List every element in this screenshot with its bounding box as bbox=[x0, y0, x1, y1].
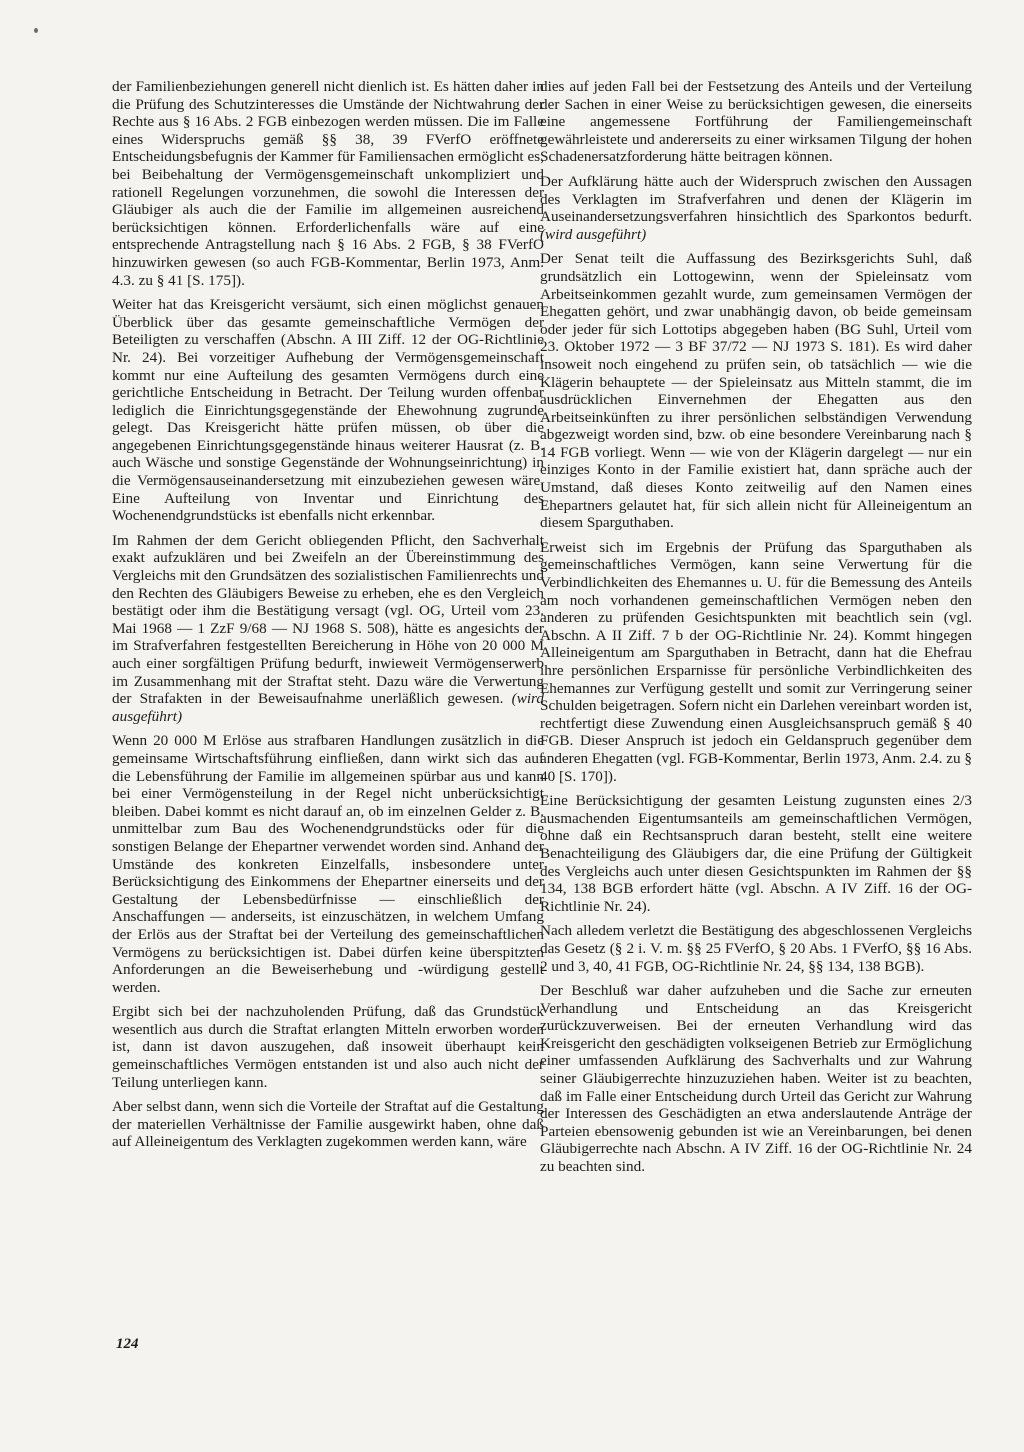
paragraph bbox=[540, 539, 972, 785]
paragraph bbox=[112, 78, 544, 289]
paragraph bbox=[112, 1003, 544, 1091]
paragraph-text: Der Senat teilt die Auffassung des Bezirksgerichts Suhl, daß grundsätzlich ein Lottogewinn, wenn der Spieleinsatz vom Arbeitseinkommen gezahlt wurde, zum gemeinsamen Vermögen der Ehegatten gehört, und zwar unabhängig davon, ob beide gemeinsam oder jeder für sich Lottotips abgegeben haben (BG Suhl, Urteil vom 23. Oktober 1972 — 3 BF 37/72 — NJ 1973 S. 181). Es wird daher insoweit noch eingehend zu prüfen sein, ob tatsächlich — wie die Klägerin behauptete — der Spieleinsatz aus Mitteln stammt, die im ausdrücklichen Einvernehmen der Ehegatten aus den Arbeitseinkünften zu ihrer persönlichen selbständigen Verwendung abgezweigt worden sind, bzw. ob eine besondere Vereinbarung nach § 14 FGB vorliegt. Wenn — wie von der Klägerin dargelegt — nur ein einziges Konto in der Familie existiert hat, dann spräche auch der Umstand, daß dieses Konto zeitweilig auf den Namen eines Ehepartners gelautet hat, für sich allein nicht für Alleineigentum an diesem Sparguthaben. bbox=[540, 250, 972, 532]
paragraph-text: Erweist sich im Ergebnis der Prüfung das Sparguthaben als gemeinschaftliches Vermögen, kann seine Verwertung für die Verbindlichkeiten des Ehemannes u. U. für die Bemessung des Anteils am noch vorhandenen gemeinschaftlichen Vermögen neben den anderen zu prüfenden Gesichtspunkten mit beachtlich sein (vgl. Abschn. A II Ziff. 7 b der OG-Richtlinie Nr. 24). Kommt hingegen Alleineigentum am Sparguthaben in Betracht, dann hat die Ehefrau ihre persönlichen Ersparnisse für persönliche Verbindlichkeiten des Ehemannes zur Verfügung gestellt und somit zur Verringerung seiner Schulden beigetragen. Sofern nicht ein Darlehen vereinbart worden ist, rechtfertigt diese Zuwendung einen Ausgleichsanspruch gemäß § 40 FGB. Dieser Anspruch ist jedoch ein Geldanspruch gegenüber dem anderen Ehegatten (vgl. FGB-Kommentar, Berlin 1973, Anm. 2.4. zu § 40 [S. 170]). bbox=[540, 538, 972, 785]
paragraph-text: der Familienbeziehungen generell nicht dienlich ist. Es hätten daher in die Prüfung des Schutzinteresses die Umstände der Nichtwahrung der Rechte aus § 16 Abs. 2 FGB einbezogen werden müssen. Die im Falle eines Widerspruchs gemäß §§ 38, 39 FVerfO eröffnete Entscheidungsbefugnis der Kammer für Familiensachen ermöglicht es, bei Beibehaltung der Vermögensgemeinschaft unkompliziert und rationell Regelungen vorzunehmen, die sowohl die Interessen der Gläubiger als auch die der Familie im allgemeinen ausreichend berücksichtigen können. Erforderlichenfalls wäre auf eine entsprechende Antragstellung nach § 16 Abs. 2 FGB, § 38 FVerfO hinzuwirken gewesen (so auch FGB-Kommentar, Berlin 1973, Anm. 4.3. zu § 41 [S. 175]). bbox=[112, 78, 544, 289]
paragraph bbox=[540, 250, 972, 532]
paragraph-text: Nach alledem verletzt die Bestätigung des abgeschlossenen Vergleichs das Gesetz (§ 2 i. V. m. §§ 25 FVerfO, § 20 Abs. 1 FVerfO, §§ 16 Abs. 2 und 3, 40, 41 FGB, OG-Richtlinie Nr. 24, §§ 134, 138 BGB). bbox=[540, 922, 972, 975]
paragraph bbox=[112, 732, 544, 996]
paragraph-text: Eine Berücksichtigung der gesamten Leistung zugunsten eines 2/3 ausmachenden Eigentumsanteils am gemeinschaftlichen Vermögen, ohne daß ein Rechtsanspruch daran besteht, stellt eine weitere Benachteiligung des Gläubigers dar, die eine Prüfung der Gültigkeit des Vergleichs auch unter diesen Gesichtspunkten im Rahmen der §§ 134, 138 BGB erfordert hätte (vgl. Abschn. A IV Ziff. 16 der OG-Richtlinie Nr. 24). bbox=[540, 792, 972, 915]
paragraph bbox=[540, 78, 972, 166]
paragraph bbox=[112, 532, 544, 726]
paragraph-text: Wenn 20 000 M Erlöse aus strafbaren Handlungen zusätzlich in die gemeinsame Wirtschaftsführung einfließen, dann wirkt sich das auf die Lebensführung der Familie im allgemeinen spürbar aus und kann bei einer Vermögensteilung in der Regel nicht unberücksichtigt bleiben. Dabei kommt es nicht darauf an, ob im einzelnen Gelder z. B. unmittelbar zum Bau des Wochenendgrundstücks oder für die sonstigen Belange der Ehepartner verwendet worden sind. Anhand der Umstände des konkreten Einzelfalls, insbesondere unter Berücksichtigung des Einkommens der Ehepartner einerseits und der Gestaltung der Lebensbedürfnisse — einschließlich der Anschaffungen — anderseits, ist einzuschätzen, in welchem Umfang der Erlös aus der Straftat bei der Verteilung des gemeinschaftlichen Vermögens zu berücksichtigen ist. Dabei dürfen keine überspitzten Anforderungen an die Beweiserhebung und -würdigung gestellt werden. bbox=[112, 732, 544, 996]
paragraph-text: Der Beschluß war daher aufzuheben und die Sache zur erneuten Verhandlung und Entscheidung an das Kreisgericht zurückzuverweisen. Bei der erneuten Verhandlung wird das Kreisgericht den geschädigten volkseigenen Betrieb zur Ermöglichung einer umfassenden Aufklärung des Sachverhalts und zur Wahrung seiner Gläubigerrechte hinzuzuziehen haben. Weiter ist zu beachten, daß im Falle einer Entscheidung durch Urteil das Gericht zur Wahrung der Interessen des Geschädigten an etwa anderslautende Anträge der Parteien ebensowenig gebunden ist wie an Vereinbarungen, bei denen Gläubigerrechte nach Abschn. A IV Ziff. 16 der OG-Richtlinie Nr. 24 zu beachten sind. bbox=[540, 982, 972, 1176]
paragraph-text: Ergibt sich bei der nachzuholenden Prüfung, daß das Grundstück wesentlich aus durch die Straftat erlangten Mitteln erworben worden ist, dann ist davon auszugehen, daß insoweit überhaupt kein gemeinschaftliches Vermögen entstanden ist und also auch nicht der Teilung unterliegen kann. bbox=[112, 1003, 544, 1091]
scan-speck bbox=[34, 28, 38, 33]
paragraph bbox=[540, 982, 972, 1176]
paragraph-text: dies auf jeden Fall bei der Festsetzung des Anteils und der Verteilung der Sachen in einer Weise zu berücksichtigen gewesen, die einerseits eine angemessene Fortführung der Familiengemeinschaft gewährleistete und andererseits zu einer wirksamen Tilgung der hohen Schadenersatzforderung hätte beitragen können. bbox=[540, 78, 972, 166]
paragraph bbox=[540, 792, 972, 915]
right-column bbox=[540, 78, 972, 1183]
paragraph bbox=[112, 296, 544, 525]
paragraph-text: Aber selbst dann, wenn sich die Vorteile der Straftat auf die Gestaltung der materiellen Verhältnisse der Familie ausgewirkt haben, ohne daß auf Alleineigentum des Verklagten zugekommen werden kann, wäre bbox=[112, 1098, 544, 1151]
left-column bbox=[112, 78, 544, 1158]
paragraph bbox=[112, 1098, 544, 1151]
paragraph-text: Im Rahmen der dem Gericht obliegenden Pflicht, den Sachverhalt exakt aufzuklären und bei Zweifeln an der Übereinstimmung des Vergleichs mit den Grundsätzen des sozialistischen Familienrechts und den Rechten des Gläubigers Beweise zu erheben, ehe es den Vergleich bestätigt oder ihm die Bestätigung versagt (vgl. OG, Urteil vom 23. Mai 1968 — 1 ZzF 9/68 — NJ 1968 S. 508), hätte es angesichts der im Strafverfahren festgestellten Bereicherung in Höhe von 20 000 M auch einer sorgfältigen Prüfung bedurft, inwieweit Vermögenserwerb im Zusammenhang mit der Straftat steht. Dazu wäre die Verwertung der Strafakten in der Beweisaufnahme unerläßlich gewesen. bbox=[112, 531, 544, 708]
page-number: 124 bbox=[116, 1336, 139, 1352]
paragraph-italic-note: (wird ausgeführt) bbox=[112, 690, 544, 725]
paragraph bbox=[540, 922, 972, 975]
paragraph-italic-note: (wird ausgeführt) bbox=[540, 225, 647, 243]
paragraph bbox=[540, 173, 972, 243]
paragraph-text: Weiter hat das Kreisgericht versäumt, sich einen möglichst genauen Überblick über das gesamte gemeinschaftliche Vermögen der Beteiligten zu verschaffen (Abschn. A III Ziff. 12 der OG-Richtlinie Nr. 24). Bei vorzeitiger Aufhebung der Vermögensgemeinschaft kommt nur eine Aufteilung des gesamten Vermögens durch eine gerichtliche Entscheidung in Betracht. Der Teilung wurden offenbar lediglich die Einrichtungsgegenstände der Ehewohnung zugrunde gelegt. Das Kreisgericht hätte prüfen müssen, ob über die angegebenen Einrichtungsgegenstände hinaus weiterer Hausrat (z. B. auch Wäsche und sonstige Gegenstände der Wohnungseinrichtung) in die Vermögensauseinandersetzung mit einzubeziehen gewesen wäre. Eine Aufteilung von Inventar und Einrichtung des Wochenendgrundstücks ist ebenfalls nicht erkennbar. bbox=[112, 296, 544, 525]
paragraph-text: Der Aufklärung hätte auch der Widerspruch zwischen den Aussagen des Verklagten im Strafverfahren und denen der Klägerin im Auseinandersetzungsverfahren hinsichtlich des Sparkontos bedurft. bbox=[540, 172, 972, 226]
